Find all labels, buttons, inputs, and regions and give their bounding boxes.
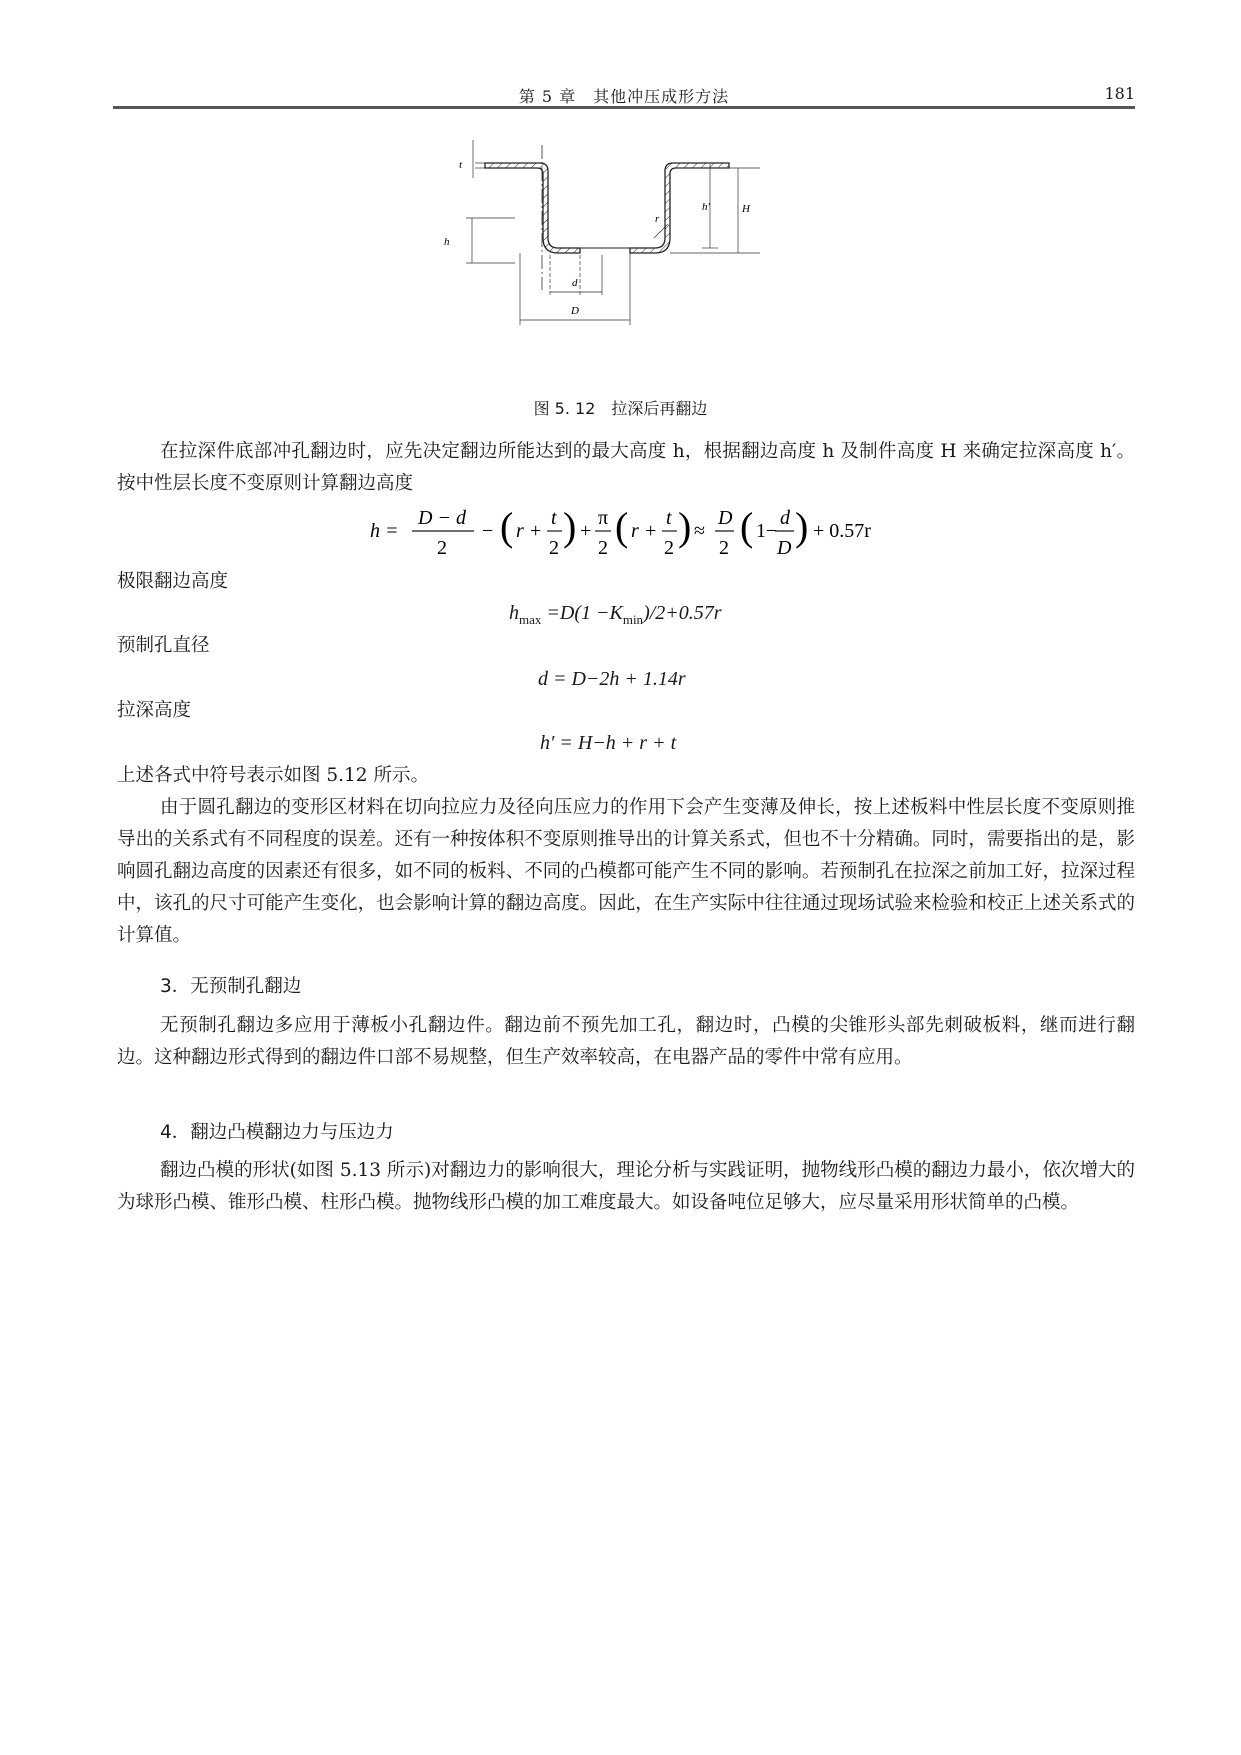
eq-paren-close-3: ) [795,504,809,549]
eq-f3-den: 2 [598,537,608,559]
label-h-prime: h′ [702,201,710,213]
equation-d: d = D−2h + 1.14r [538,668,686,690]
label-d: d [572,277,578,289]
eq-f1-num: D − d [418,507,466,529]
eq-f4-den: 2 [664,537,674,559]
figure-caption: 图 5. 12 拉深后再翻边 [533,399,708,418]
paragraph-symbols: 上述各式中符号表示如图 5.12 所示。 [117,765,429,786]
label-limit-height: 极限翻边高度 [117,571,229,592]
eq-f6-num: d [780,507,790,529]
header-rule [113,106,1135,109]
eq-f2-den: 2 [549,537,559,559]
eq-paren-open-2: ( [615,504,629,549]
eq-one-minus: 1− [756,520,778,542]
equation-h [370,500,890,562]
paragraph-3: 无预制孔翻边多应用于薄板小孔翻边件。翻边前不预先加工孔，翻边时，凸模的尖锥形头部先刺破板料，继而进行翻边。这种翻边形式得到的翻边件口部不易规整，但生产效率较高，在电器产品的零件中常有应用。 [117,1015,1135,1068]
eq-f1-den: 2 [437,537,447,559]
heading-3: 3．无预制孔翻边 [160,976,302,997]
chapter-title: 第 5 章 其他冲压成形方法 [518,87,730,106]
eq-f3-num: π [598,507,609,529]
paragraph-1: 在拉深件底部冲孔翻边时，应先决定翻边所能达到的最大高度 h，根据翻边高度 h 及制件高度 H 来确定拉深高度 h′。按中性层长度不变原则计算翻边高度 [117,441,1135,494]
eq-f5-den: 2 [719,537,729,559]
eq-f6-den: D [777,537,792,559]
eq-approx: ≈ [694,520,705,542]
label-prehole-diameter: 预制孔直径 [117,635,210,656]
paragraph-4: 翻边凸模的形状(如图 5.13 所示)对翻边力的影响很大，理论分析与实践证明，抛物线形凸模的翻边力最小，依次增大的为球形凸模、锥形凸模、柱形凸模。抛物线形凸模的加工难度最大。如设备吨位足够大，应尽量采用形状简单的凸模。 [117,1160,1135,1213]
eq-lhs: h = [370,520,399,542]
figure-5-12-drawing [440,140,760,375]
label-r: r [655,213,660,225]
eq-r-plus-1: r + [516,520,543,542]
label-D: D [571,305,579,317]
eq-f2-num: t [551,507,557,529]
paragraph-2: 由于圆孔翻边的变形区材料在切向拉应力及径向压应力的作用下会产生变薄及伸长，按上述板料中性层长度不变原则推导出的关系式有不同程度的误差。还有一种按体积不变原则推导出的计算关系式，但也不十分精确。同时，需要指出的是，影响圆孔翻边高度的因素还有很多，如不同的板料、不同的凸模都可能产生不同的影响。若预制孔在拉深之前加工好，拉深过程中，该孔的尺寸可能产生变化，也会影响计算的翻边高度。因此，在生产实际中往往通过现场试验来检验和校正上述关系式的计算值。 [117,797,1135,946]
label-h: h [444,236,450,248]
label-H: H [742,203,750,215]
eq-f5-num: D [718,507,733,529]
equation-hmax: $h_{max} =D(1 -K_{min})/2+0.57r$ [509,602,722,627]
heading-4: 4．翻边凸模翻边力与压边力 [160,1122,394,1143]
running-header [113,84,1135,106]
equation-h-prime: h′ = H−h + r + t [540,732,677,754]
eq-tail: + 0.57r [813,520,871,542]
eq-minus: − [482,520,494,542]
eq-paren-close-2: ) [678,504,692,549]
label-t: t [459,159,463,171]
eq-f4-num: t [666,507,672,529]
eq-paren-open-1: ( [500,504,514,549]
eq-plus: + [580,520,592,542]
eq-r-plus-2: r + [631,520,658,542]
page-number: 181 [1104,84,1135,103]
eq-paren-open-3: ( [740,504,754,549]
label-drawing-height: 拉深高度 [117,700,192,721]
eq-paren-close-1: ) [563,504,577,549]
